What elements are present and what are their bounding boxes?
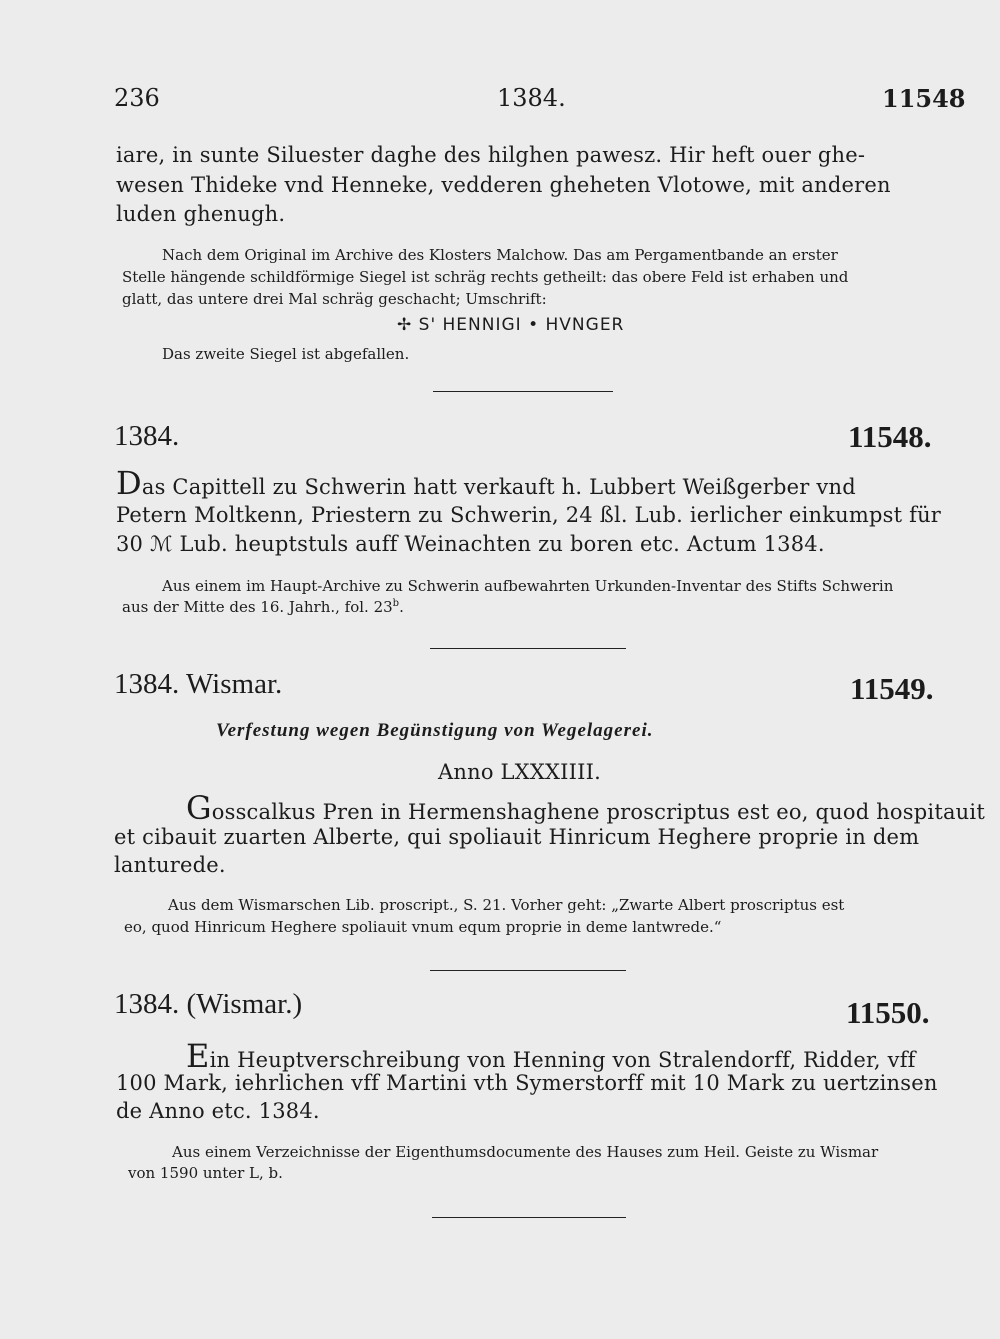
dropcap: E: [186, 1037, 210, 1075]
entry-text-line: Das Capittell zu Schwerin hatt verkauft h. Lubbert Weißgerber vnd: [116, 464, 856, 502]
continuation-line: luden ghenugh.: [116, 202, 286, 226]
continuation-line: iare, in sunte Siluester daghe des hilghen pawesz. Hir heft ouer ghe-: [116, 143, 866, 167]
section-divider: [432, 1217, 626, 1218]
section-divider: [430, 970, 626, 971]
page-number: 236: [114, 84, 160, 112]
entry-text-line: lanturede.: [114, 853, 226, 877]
source-note-line: Aus dem Wismarschen Lib. proscript., S. 21. Vorher geht: „Zwarte Albert proscriptus est: [168, 896, 845, 914]
entry-title: Verfestung wegen Begünstigung von Wegelagerei.: [216, 720, 654, 741]
entry-text-line: 30 ℳ Lub. heuptstuls auff Weinachten zu boren etc. Actum 1384.: [116, 532, 825, 556]
header-entry-number: 11548: [882, 84, 966, 113]
entry-text-line: Gosscalkus Pren in Hermenshaghene proscriptus est eo, quod hospitauit: [186, 789, 985, 827]
entry-anno: Anno LXXXIIII.: [438, 760, 601, 784]
source-note-line: eo, quod Hinricum Heghere spoliauit vnum equm proprie in deme lantwrede.“: [124, 918, 722, 936]
section-divider: [433, 391, 613, 392]
entry-year: 1384. Wismar.: [114, 668, 283, 700]
source-note-line: glatt, das untere drei Mal schräg geschacht; Umschrift:: [122, 290, 547, 308]
source-note-line: von 1590 unter L, b.: [128, 1164, 283, 1182]
entry-text-line: 100 Mark, iehrlichen vff Martini vth Symerstorff mit 10 Mark zu uertzinsen: [116, 1071, 938, 1095]
entry-number: 11549.: [850, 671, 934, 706]
source-note-line: Aus einem Verzeichnisse der Eigenthumsdocumente des Hauses zum Heil. Geiste zu Wismar: [172, 1143, 879, 1161]
section-divider: [430, 648, 626, 649]
source-note-line: Stelle hängende schildförmige Siegel ist schräg rechts getheilt: das obere Feld ist erhaben und: [122, 268, 849, 286]
entry-text-line: et cibauit zuarten Alberte, qui spoliauit Hinricum Heghere proprie in dem: [114, 825, 920, 849]
source-note-line: aus der Mitte des 16. Jahrh., fol. 23$^b$.: [122, 598, 404, 616]
entry-text-line: Ein Heuptverschreibung von Henning von Stralendorff, Ridder, vff: [186, 1037, 916, 1075]
header-year: 1384.: [497, 84, 566, 112]
entry-year: 1384. (Wismar.): [114, 988, 303, 1020]
dropcap: G: [186, 789, 212, 827]
source-note-line: Das zweite Siegel ist abgefallen.: [162, 345, 410, 363]
entry-text-line: de Anno etc. 1384.: [116, 1099, 320, 1123]
entry-text-line: Petern Moltkenn, Priestern zu Schwerin, 24 ßl. Lub. ierlicher einkumpst für: [116, 503, 942, 527]
source-note-line: Nach dem Original im Archive des Klosters Malchow. Das am Pergamentbande an erster: [162, 246, 838, 264]
entry-year: 1384.: [114, 420, 180, 452]
source-note-line: Aus einem im Haupt-Archive zu Schwerin aufbewahrten Urkunden-Inventar des Stifts Schwerin: [162, 577, 894, 595]
entry-number: 11548.: [848, 419, 932, 454]
continuation-line: wesen Thideke vnd Henneke, vedderen gheheten Vlotowe, mit anderen: [116, 173, 891, 197]
entry-number: 11550.: [846, 995, 930, 1030]
seal-inscription: ✢ S' HENNIGI • HVNGER: [397, 315, 625, 335]
dropcap: D: [116, 464, 142, 502]
